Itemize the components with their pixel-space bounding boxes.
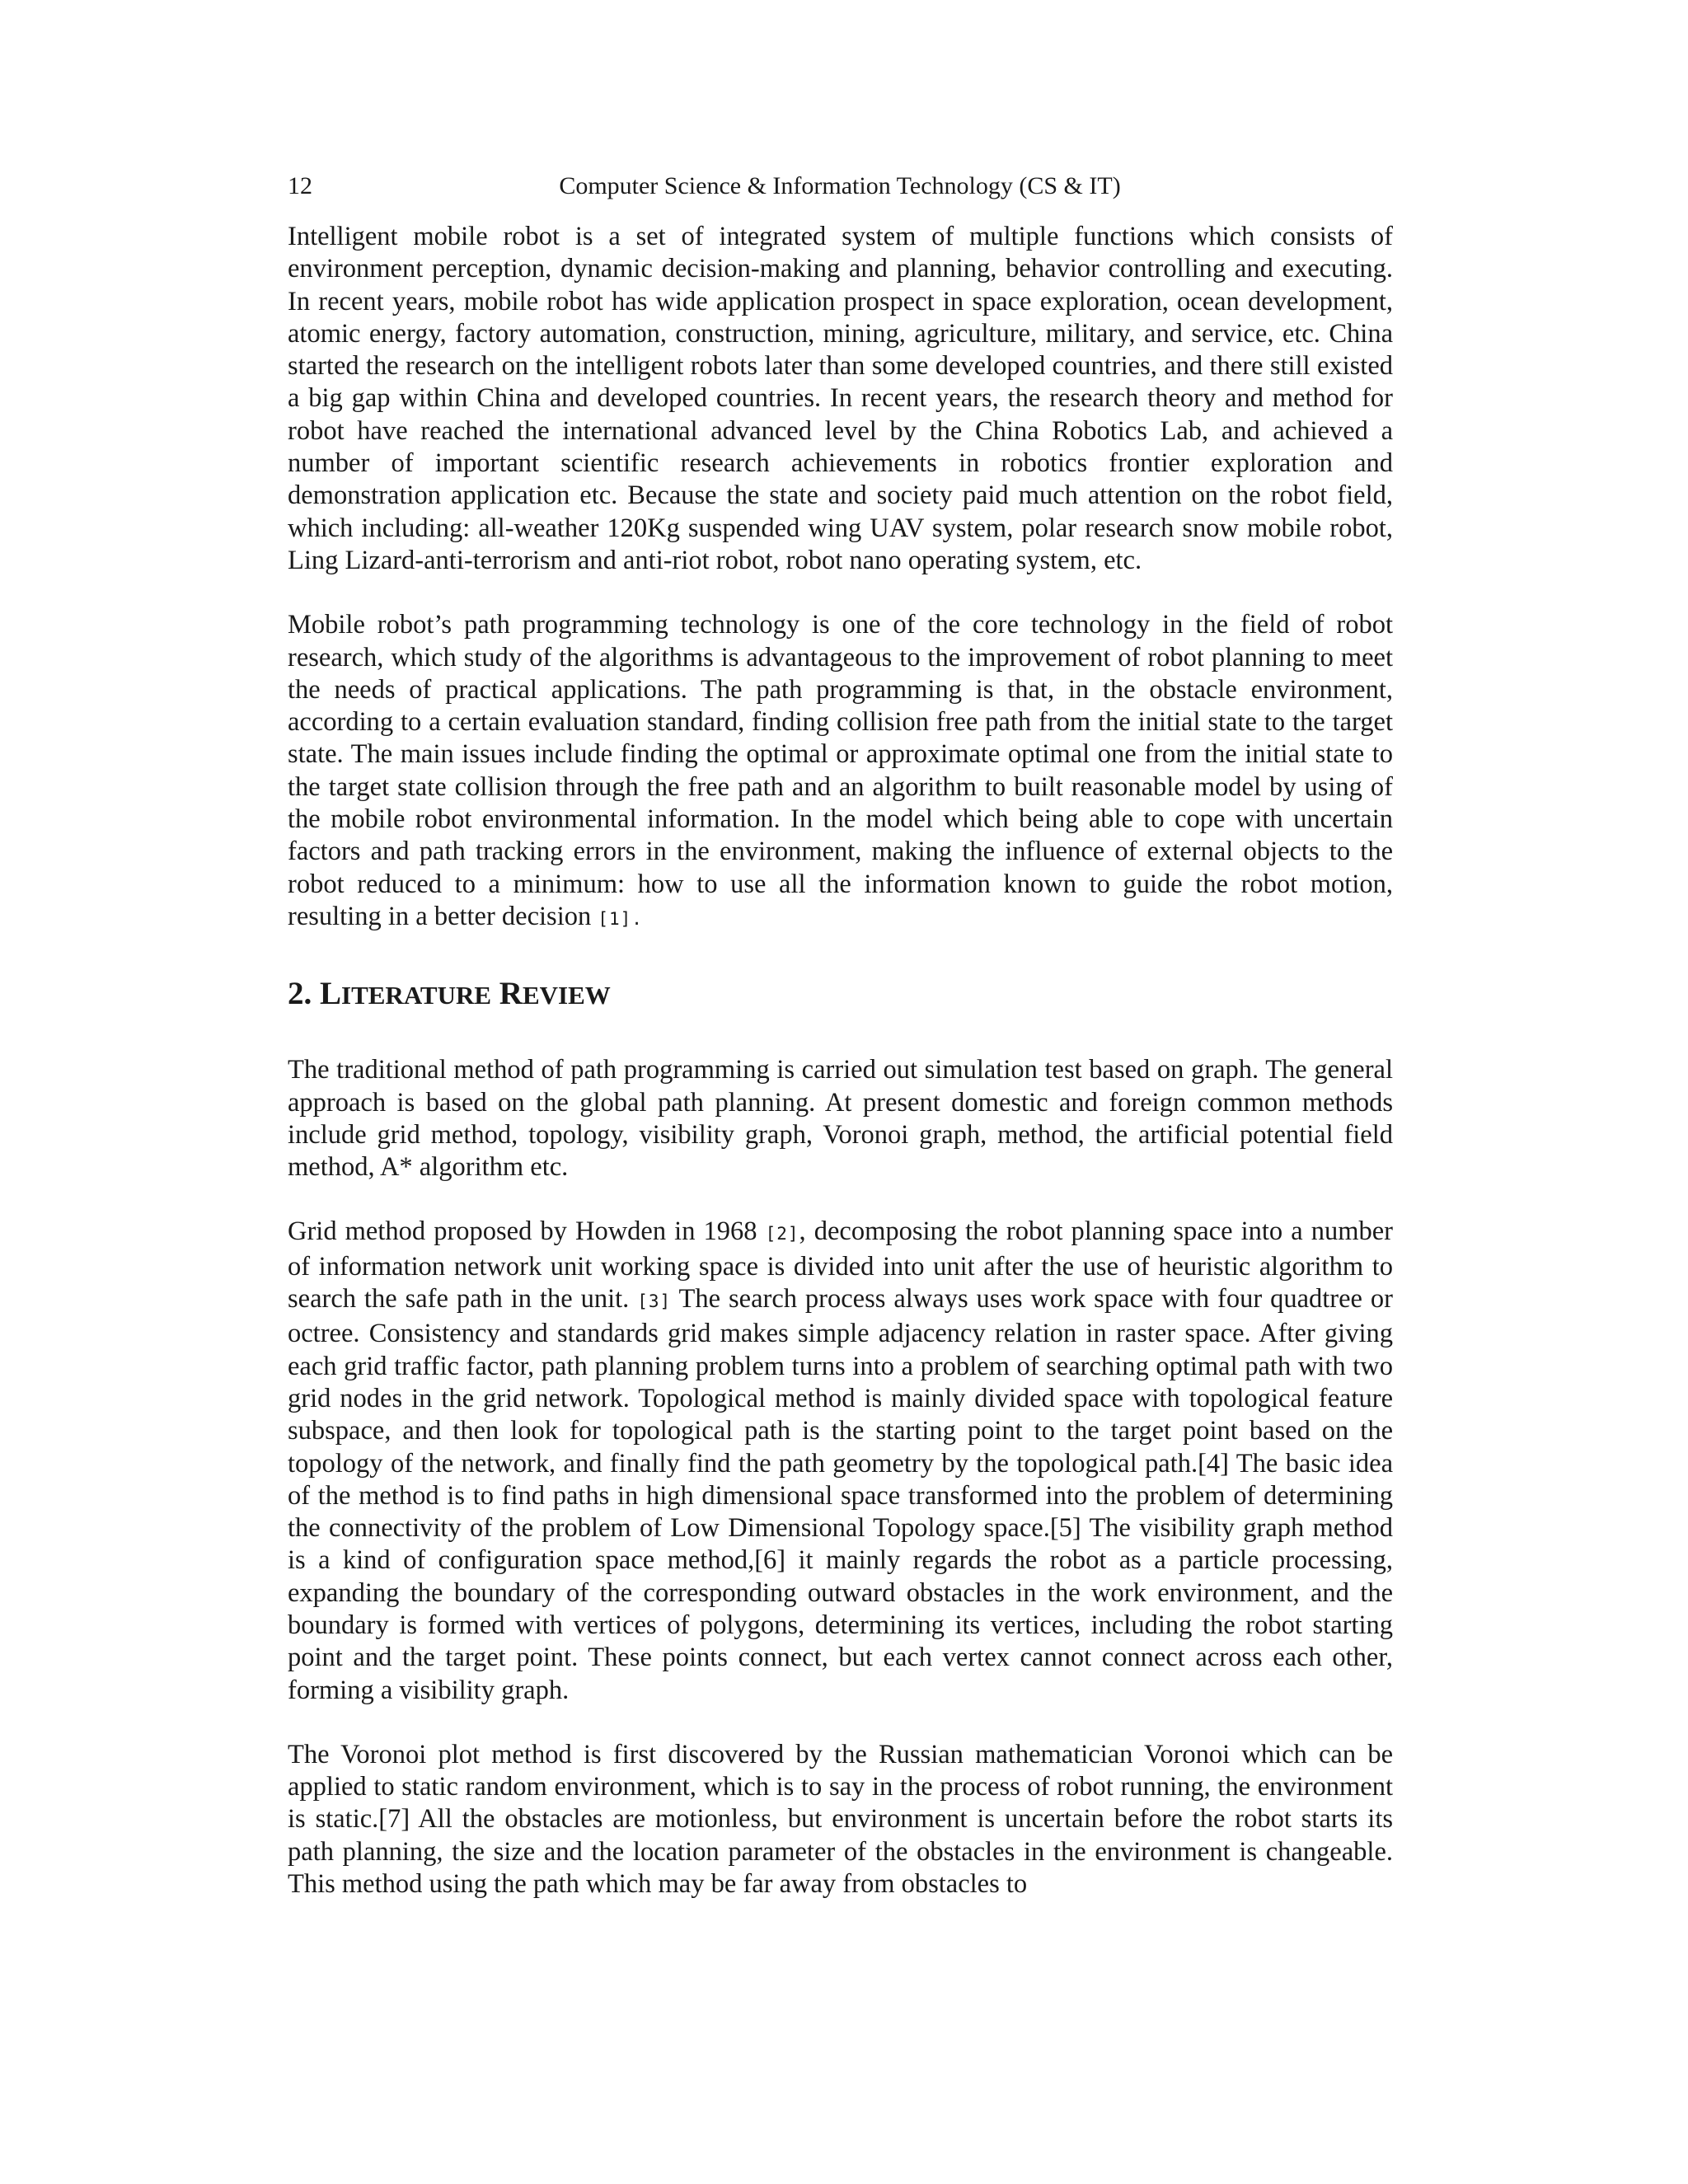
- page-number: 12: [288, 172, 312, 199]
- section-title-part: ITERATURE: [341, 981, 492, 1010]
- intro-paragraph-1: Intelligent mobile robot is a set of integrated system of multiple functions which consists of environment perception, dynamic decision-making and planning, behavior controlling and executing. In recent years, mobile robot has wide application prospect in space exploration, ocean development, atomic energy, factory automation, construction, mining, agriculture, military, and service, etc. China started the research on the intelligent robots later than some developed countries, and there still existed a big gap within China and developed countries. In recent years, the research theory and method for robot have reached the international advanced level by the China Robotics Lab, and achieved a number of important scientific research achievements in robotics frontier exploration and demonstration application etc. Because the state and society paid much attention on the robot field, which including: all-weather 120Kg suspended wing UAV system, polar research snow mobile robot, Ling Lizard-anti-terrorism and anti-riot robot, robot nano operating system, etc.: [288, 222, 1393, 575]
- section-number: 2.: [288, 976, 320, 1012]
- review-paragraph-2-part-b: , decomposing the robot planning space into a number of information network unit working space is divided into unit after the use of heuristic algorithm to search the safe path in the unit.: [288, 1216, 1393, 1315]
- review-paragraph-1: The traditional method of path programming is carried out simulation test based on graph. The general approach is based on the global path planning. At present domestic and foreign common methods include grid method, topology, visibility graph, Voronoi graph, method, the artificial potential field method, A* algorithm etc.: [288, 1055, 1393, 1183]
- intro-paragraph-2-text: Mobile robot’s path programming technology is one of the core technology in the field of robot research, which study of the algorithms is advantageous to the improvement of robot planning to meet the needs of practical applications. The path programming is that, in the obstacle environment, according to a certain evaluation standard, finding collision free path from the initial state to the target state. The main issues include finding the optimal or approximate optimal one from the initial state to the target state collision through the free path and an algorithm to built reasonable model by using of the mobile robot environmental information. In the model which being able to cope with uncertain factors and path tracking errors in the environment, making the influence of external objects to the robot reduced to a minimum: how to use all the information known to guide the robot motion, resulting in a better decision: [288, 610, 1393, 931]
- section-title-part: R: [491, 976, 523, 1012]
- page-header: [288, 170, 1392, 203]
- citation-3: [3]: [637, 1291, 672, 1312]
- intro-paragraph-2: [288, 609, 1393, 935]
- review-paragraph-2-part-c: The search process always uses work space with four quadtree or octree. Consistency and standards grid makes simple adjacency relation in raster space. After giving each grid traffic factor, path planning problem turns into a problem of searching optimal path with two grid nodes in the grid network. Topological method is mainly divided space with topological feature subspace, and then look for topological path is the starting point to the target point based on the topology of the network, and finally find the path geometry by the topological path.[4] The basic idea of the method is to find paths in high dimensional space transformed into the problem of determining the connectivity of the problem of Low Dimensional Topology space.[5] The visibility graph method is a kind of configuration space method,[6] it mainly regards the robot as a particle processing, expanding the boundary of the corresponding outward obstacles in the work environment, and the boundary is formed with vertices of polygons, determining its vertices, including the robot starting point and the target point. These points connect, but each vertex cannot connect across each other, forming a visibility graph.: [288, 1284, 1393, 1705]
- page-body: [288, 221, 1393, 1900]
- section-heading-literature-review: [288, 973, 1393, 1016]
- section-title-part: L: [320, 976, 342, 1012]
- running-title: Computer Science & Information Technology (CS & IT): [559, 172, 1121, 199]
- review-paragraph-3: The Voronoi plot method is first discovered by the Russian mathematician Voronoi which can be applied to static random environment, which is to say in the process of robot running, the environment is static.[7] All the obstacles are motionless, but environment is uncertain before the robot starts its path planning, the size and the location parameter of the obstacles in the environment is changeable. This method using the path which may be far away from obstacles to: [288, 1739, 1393, 1900]
- review-paragraph-2-part-a: Grid method proposed by Howden in 1968: [288, 1216, 766, 1247]
- review-paragraph-2: [288, 1216, 1393, 1706]
- section-title-part: EVIEW: [522, 981, 611, 1010]
- citation-2: [2]: [765, 1224, 799, 1244]
- citation-1: [1].: [598, 908, 643, 929]
